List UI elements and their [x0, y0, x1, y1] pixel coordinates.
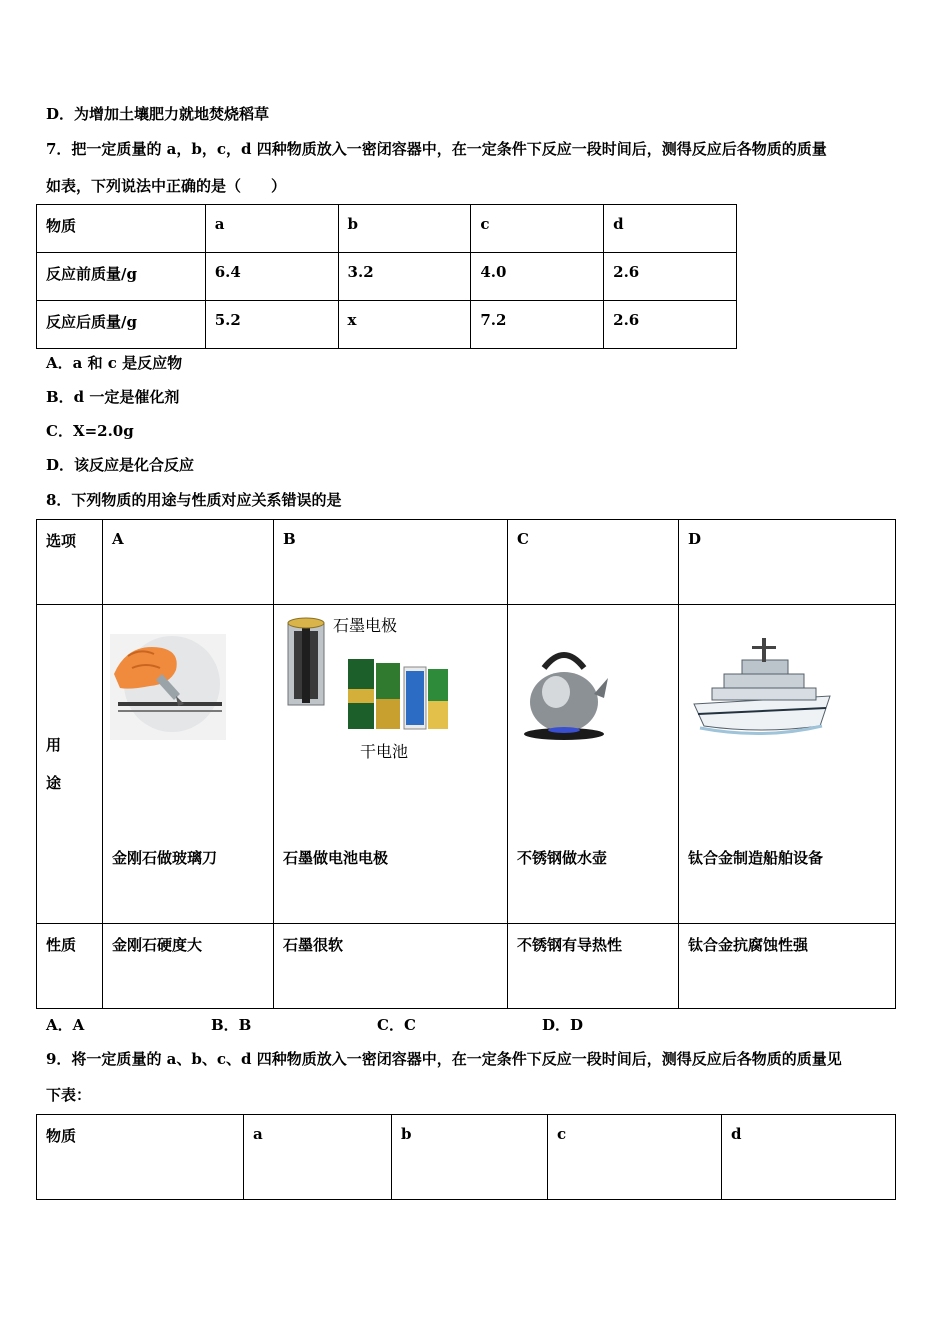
table-cell: 4.0: [480, 263, 507, 281]
q9-stem-line2: 下表：: [46, 1086, 92, 1104]
table-cell: 不锈钢有导热性: [517, 936, 623, 954]
table-cell: d: [731, 1125, 742, 1143]
table-cell: 钛合金抗腐蚀性强: [688, 936, 809, 954]
table-cell: D: [688, 530, 702, 548]
q7-stem-line2: 如表，下列说法中正确的是（ ）: [46, 177, 287, 195]
ship-image: [690, 630, 838, 742]
q8-stem: 8．下列物质的用途与性质对应关系错误的是: [46, 491, 342, 509]
use-a: 金刚石做玻璃刀: [112, 849, 218, 867]
table-cell: a: [253, 1125, 263, 1143]
table-row: [37, 1115, 896, 1200]
q7-table: [36, 204, 737, 349]
table-row: [37, 253, 737, 301]
q7-option-a: A．a 和 c 是反应物: [46, 354, 183, 372]
q7-stem-line1: 7．把一定质量的 a，b，c，d 四种物质放入一密闭容器中，在一定条件下反应一段时间后，测得反应后各物质的质量: [46, 140, 827, 158]
table-row: [37, 520, 896, 605]
dry-battery-label: 干电池: [360, 742, 409, 761]
use-d: 钛合金制造船舶设备: [688, 849, 824, 867]
q8-option-c: C．C: [377, 1016, 416, 1034]
table-cell: 3.2: [347, 263, 374, 281]
table-cell: 性质: [46, 936, 77, 954]
kettle-image: [518, 638, 610, 742]
table-cell: d: [613, 215, 624, 233]
q9-stem-line1: 9．将一定质量的 a、b、c、d 四种物质放入一密闭容器中，在一定条件下反应一段时间后，测得反应后各物质的质量见: [46, 1050, 842, 1068]
table-cell: 7.2: [480, 311, 507, 329]
q8-table: [36, 519, 896, 1009]
use-label-char-2: 途: [46, 774, 62, 792]
table-cell: 反应前质量/g: [46, 265, 137, 283]
q8-option-b: B．B: [211, 1016, 252, 1034]
table-cell: a: [214, 215, 225, 233]
table-cell: 选项: [46, 532, 77, 550]
table-cell: 2.6: [613, 263, 640, 281]
table-cell: A: [112, 530, 124, 548]
graphite-electrode-label: 石墨电极: [333, 616, 398, 635]
table-cell: b: [347, 215, 359, 233]
use-label-char-1: 用: [46, 736, 62, 754]
table-cell: b: [401, 1125, 412, 1143]
table-cell: 2.6: [613, 311, 640, 329]
table-cell: c: [480, 215, 490, 233]
table-cell: 5.2: [214, 311, 241, 329]
table-cell: x: [347, 311, 357, 329]
table-cell: c: [557, 1125, 567, 1143]
table-cell: 物质: [46, 1127, 77, 1145]
q8-option-a: A．A: [46, 1016, 85, 1034]
q8-option-d: D．D: [542, 1016, 584, 1034]
q7-option-c: C．X=2.0g: [46, 422, 134, 440]
table-cell: C: [517, 530, 529, 548]
q9-table: [36, 1114, 896, 1200]
table-row: [37, 205, 737, 253]
use-c: 不锈钢做水壶: [517, 849, 608, 867]
table-cell: B: [283, 530, 296, 548]
table-cell: 金刚石硬度大: [112, 936, 203, 954]
table-cell: 石墨很软: [283, 936, 344, 954]
use-b: 石墨做电池电极: [283, 849, 389, 867]
table-row: [37, 924, 896, 1009]
table-row: [37, 301, 737, 349]
q7-option-b: B．d 一定是催化剂: [46, 388, 180, 406]
table-cell: 6.4: [214, 263, 241, 281]
q7-option-d: D．该反应是化合反应: [46, 456, 195, 474]
q6-option-d: D．为增加土壤肥力就地焚烧稻草: [46, 105, 270, 123]
glass-cutter-image: [110, 634, 226, 740]
table-cell: 反应后质量/g: [46, 313, 137, 331]
table-cell: 物质: [46, 217, 77, 235]
